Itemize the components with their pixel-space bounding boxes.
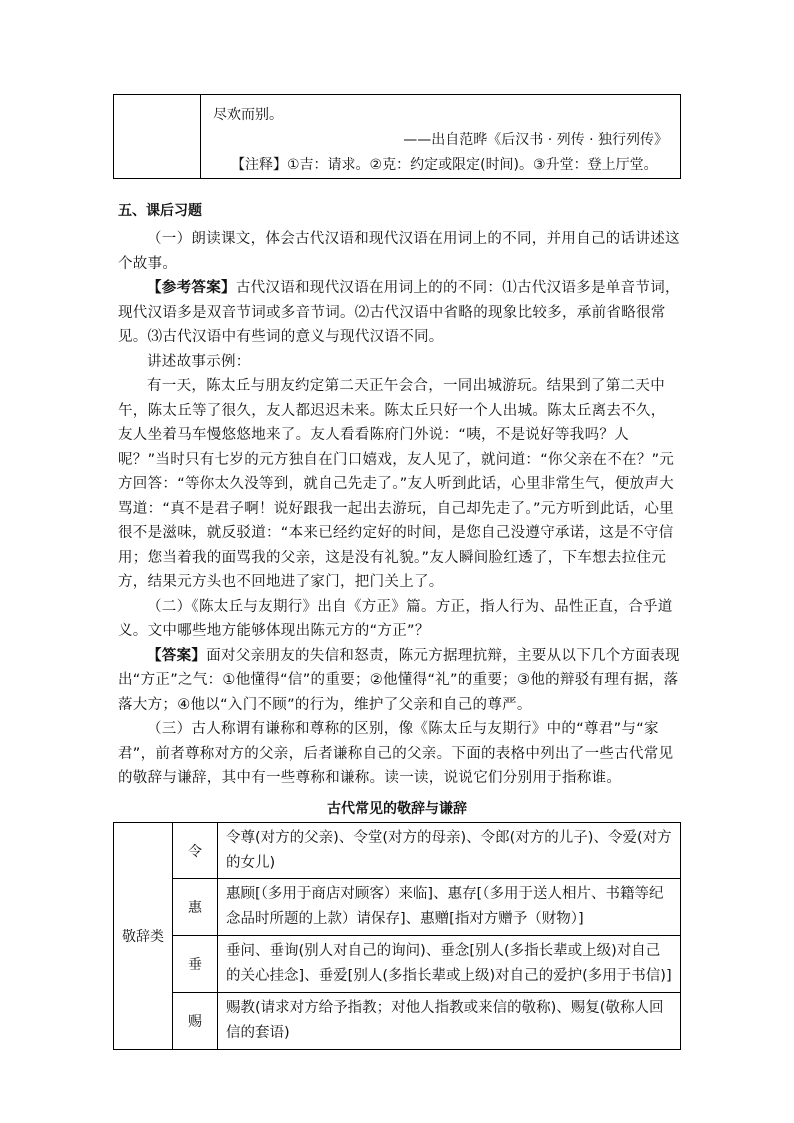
story-example-label: 讲述故事示例： <box>147 353 251 370</box>
exercise-body <box>118 227 680 791</box>
source-table <box>113 94 681 179</box>
table-row <box>114 993 681 1050</box>
source-table-text-cell <box>201 95 681 179</box>
story-example: 有一天，陈太丘与朋友约定第二天正午会合，一同出城游玩。结果到了第二天中午，陈太丘等了很久，友人都迟迟未来。陈太丘只好一个人出城。陈太丘离去不久，友人坐着马车慢悠悠地来了。友人看看陈府门外说：“咦，不是说好等我吗？人呢？”当时只有七岁的元方独自在门口嬉戏，友人见了，就问道：“你父亲在不在？”元方回答：“等你太久没等到，就自己先走了。”友人听到此话，心里非常生气，便放声大骂道：“真不是君子啊！说好跟我一起出去游玩，自己却先走了。”元方听到此话，心里很不是滋味，就反驳道：“本来已经约定好的时间，是您自己没遵守承诺，这是不守信用；您当着我的面骂我的父亲，这是没有礼貌。”友人瞬间脸红透了，下车想去拉住元方，结果元方头也不回地进了家门，把门关上了。 <box>118 378 675 590</box>
term-char: 赐 <box>173 993 218 1050</box>
term-table <box>113 822 681 1050</box>
source-citation: ——出自范晔《后汉书 · 列传 · 独行列传》 <box>403 132 668 148</box>
question-2: （二）《陈太丘与友期行》出自《方正》篇。方正，指人行为、品性正直，合乎道义。文中哪些地方能够体现出陈元方的“方正”？ <box>118 598 673 639</box>
section-title: 五、课后习题 <box>118 203 202 219</box>
term-char: 令 <box>173 823 218 879</box>
source-text-line: 尽欢而别。 <box>213 107 283 123</box>
term-desc: 惠顾[（多用于商店对顾客）来临]、惠存[（多用于送人相片、书籍等纪念品时所题的上款）请保存]、惠赠[指对方赠予（财物）] <box>218 879 681 936</box>
question-3: （三）古人称谓有谦称和尊称的区别，像《陈太丘与友期行》中的“尊君”与“家君”，前者尊称对方的父亲，后者谦称自己的父亲。下面的表格中列出了一些古代常见的敬辞与谦辞，其中有一些尊称和谦称。读一读，说说它们分别用于指称谁。 <box>118 721 674 786</box>
answer-2-label: 【答案】 <box>147 647 207 664</box>
term-desc: 赐教(请求对方给予指教；对他人指教或来信的敬称)、赐复(敬称人回信的套语) <box>218 993 681 1050</box>
term-char: 垂 <box>173 936 218 993</box>
term-table-title: 古代常见的敬辞与谦辞 <box>327 801 467 817</box>
answer-2-text: 面对父亲朋友的失信和怒责，陈元方据理抗辩，主要从以下几个方面表现出“方正”之气：①他懂得“信”的重要；②他懂得“礼”的重要；③他的辩驳有理有据，落落大方；④他以“入门不顾”的行为，维护了父亲和自己的尊严。 <box>118 647 680 713</box>
answer-2 <box>118 644 680 718</box>
answer-1 <box>118 276 680 350</box>
term-desc: 垂问、垂询(别人对自己的询问)、垂念[别人(多指长辈或上级)对自己的关心挂念]、垂爱[别人(多指长辈或上级)对自己的爱护(多用于书信)] <box>218 936 681 993</box>
table-row <box>114 879 681 936</box>
table-row <box>114 823 681 879</box>
term-desc: 令尊(对方的父亲)、令堂(对方的母亲)、令郎(对方的儿子)、令爱(对方的女儿) <box>218 823 681 879</box>
term-char: 惠 <box>173 879 218 936</box>
table-row <box>114 936 681 993</box>
answer-1-label: 【参考答案】 <box>147 280 236 296</box>
source-table-empty-cell <box>114 95 201 179</box>
category-cell: 敬辞类 <box>114 823 173 1050</box>
answer-1-text: 古代汉语和现代汉语在用词上的的不同：⑴古代汉语多是单音节词，现代汉语多是双音节词或多音节词。⑵古代汉语中省略的现象比较多，承前省略很常见。⑶古代汉语中有些词的意义与现代汉语不同。 <box>118 280 680 345</box>
question-1: （一）朗读课文，体会古代汉语和现代汉语在用词上的不同，并用自己的话讲述这个故事。 <box>118 231 680 272</box>
source-notes: 【注释】①吉：请求。②克：约定或限定(时间)。③升堂：登上厅堂。 <box>231 157 658 173</box>
